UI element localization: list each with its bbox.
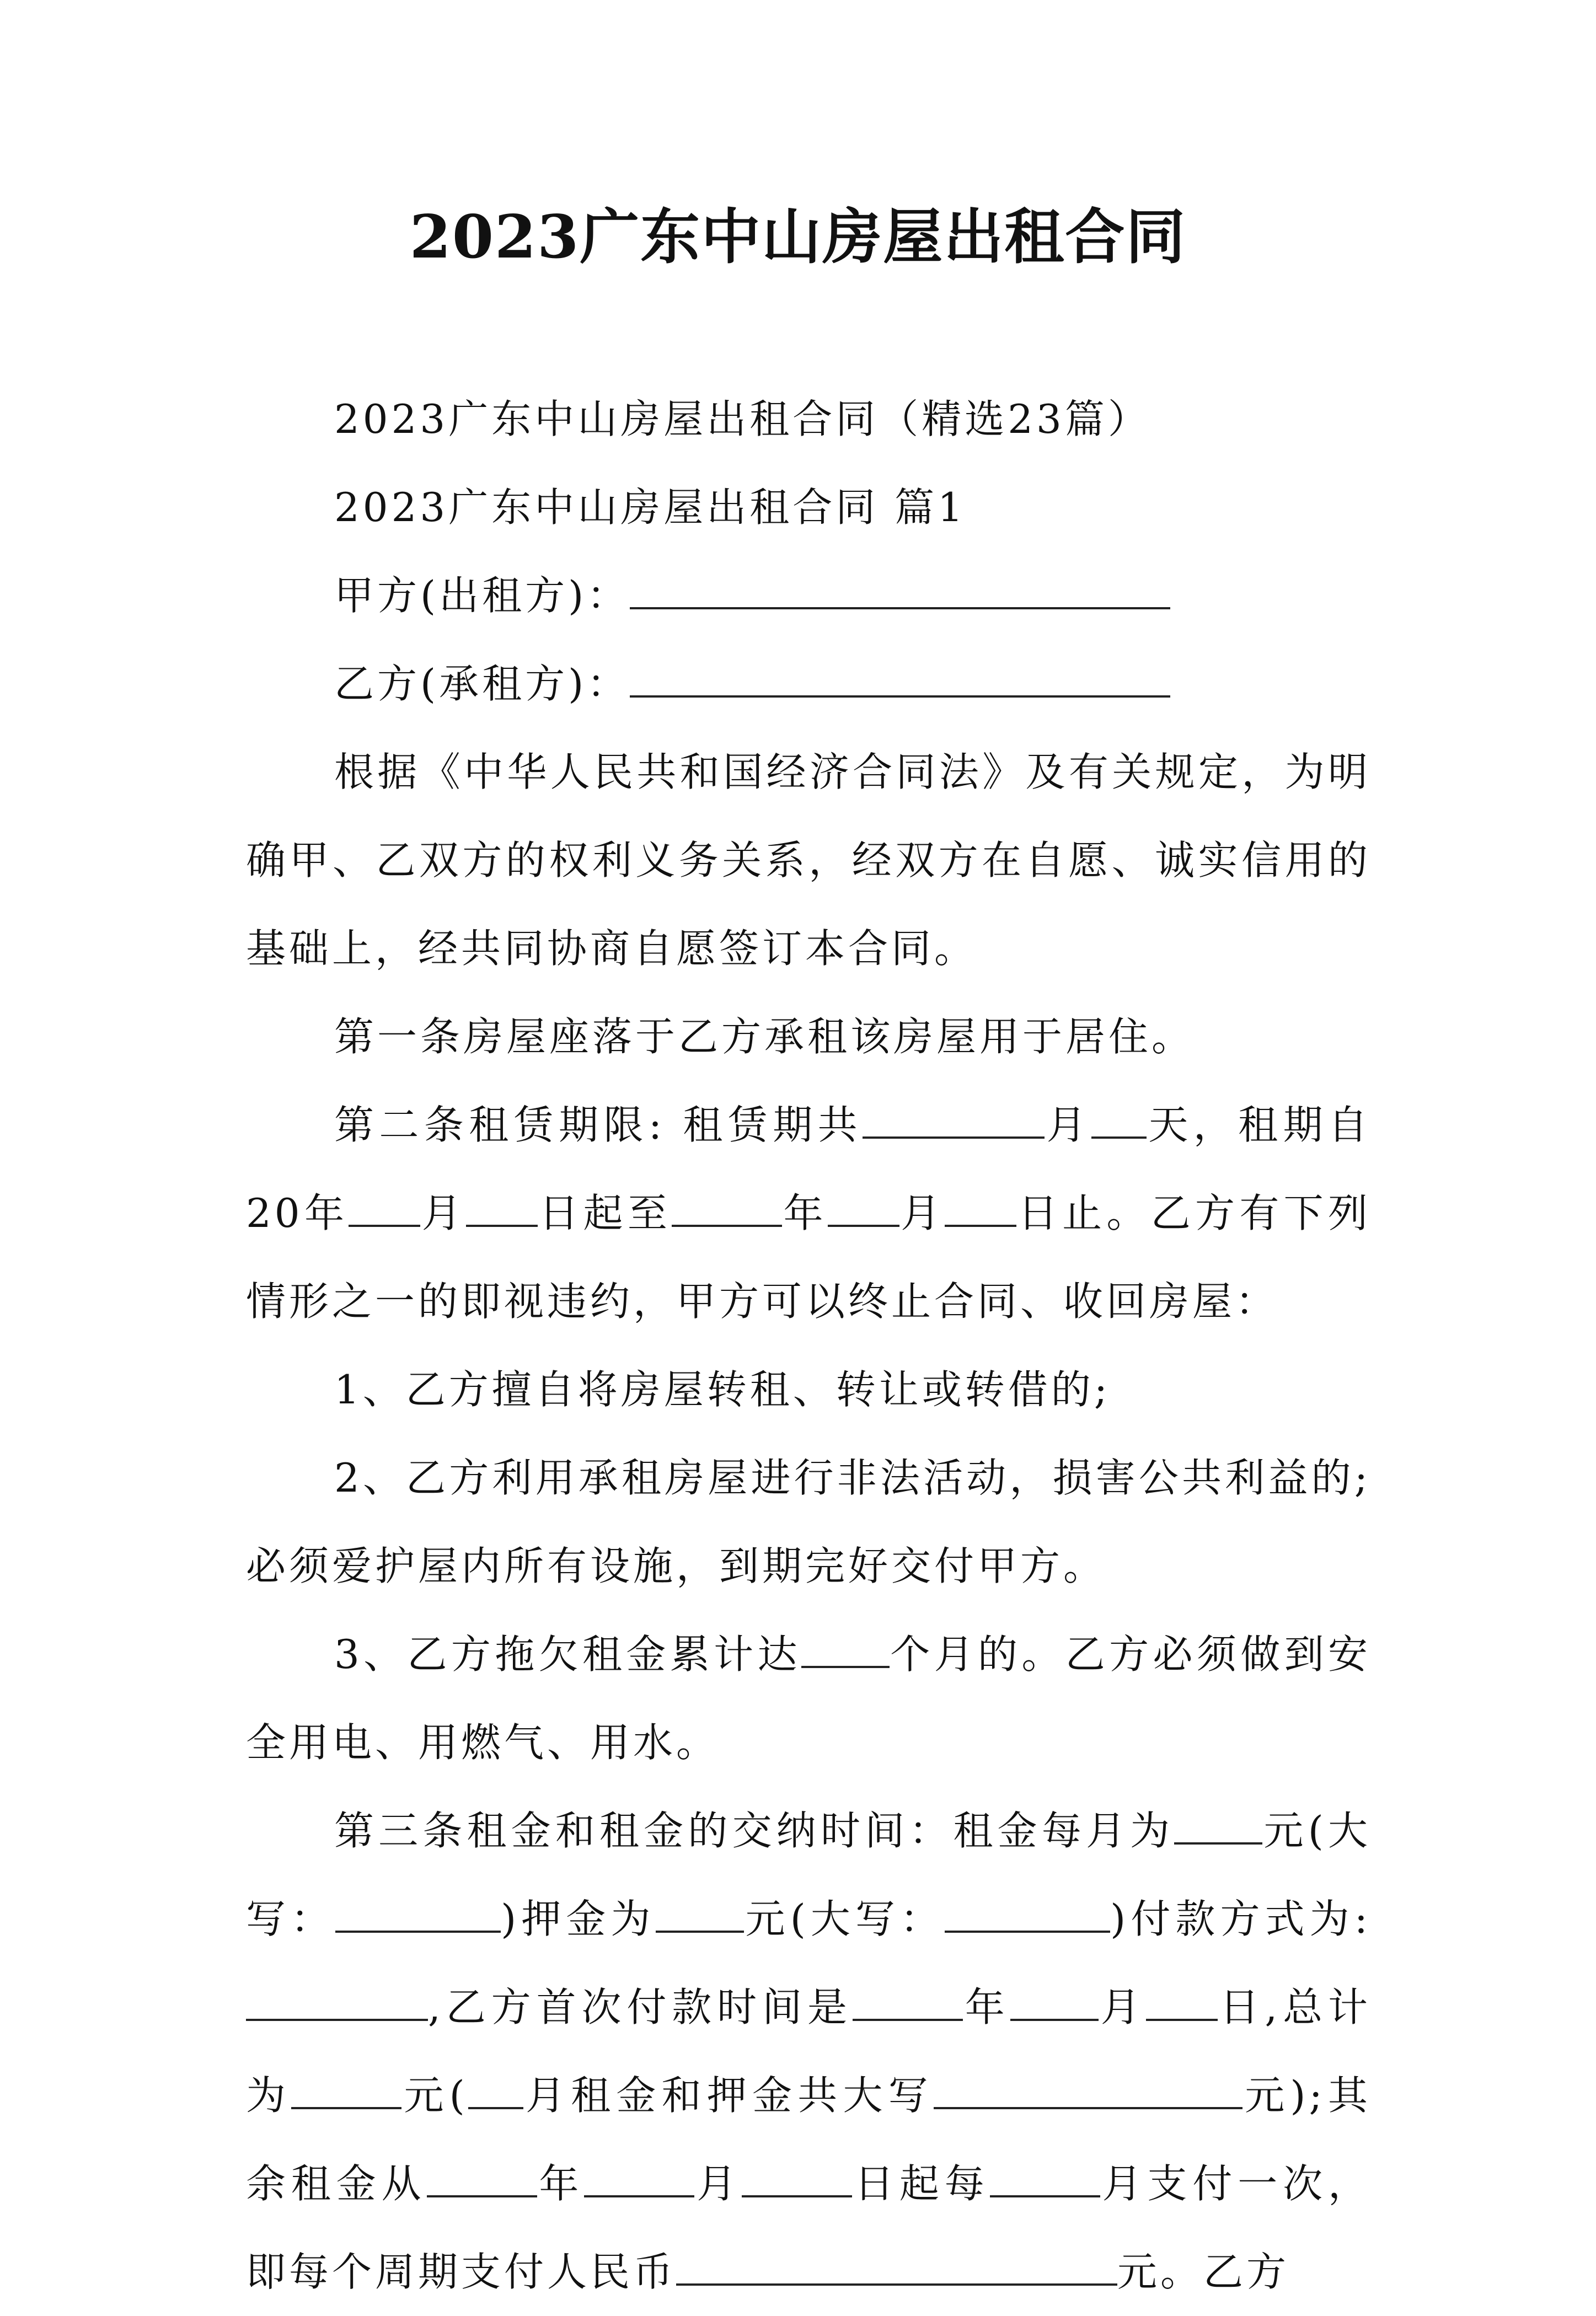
end-month-blank [828,1187,899,1227]
article-3-text: 月 [694,2160,742,2207]
rest-day-blank [742,2158,852,2197]
article-3-text: 年 [537,2160,585,2207]
article-2-text: 日止。乙方有下列情形之一的即视违约，甲方可以终止合同、收回房屋： [246,1190,1371,1325]
article-2-text: 日起至 [537,1190,672,1236]
start-month-blank [349,1187,420,1227]
article-1: 第一条房屋座落于乙方承租该房屋用于居住。 [334,1014,1195,1060]
article-2-text: 年 [782,1190,828,1236]
months-count-blank [468,2070,523,2109]
rest-month-blank [584,2158,694,2197]
period-amount-blank [676,2246,1117,2286]
deposit-blank [656,1893,744,1933]
article-3-text: 元( [401,2072,468,2119]
party-b-label: 乙方(承租方)： [334,661,630,707]
item-3-text: 个月的。乙方必须做到安全用电、用燃气、用水。 [246,1631,1371,1766]
arrears-months-blank [801,1628,890,1668]
item-3-text: 3、乙方拖欠租金累计达 [334,1631,801,1677]
article-3 [246,1787,1371,2316]
article-3-text: )押金为 [501,1896,656,1942]
article-2-text: 月 [420,1190,466,1236]
article-3-text: 月支付一次，即每个周期支付人民币 [246,2160,1371,2295]
party-a-label: 甲方(出租方)： [334,572,630,619]
article-3-text: 元。乙方 [1117,2249,1290,2295]
total-amount-blank [291,2070,401,2109]
article-3-text: 日,总计为 [246,1984,1371,2119]
party-a-line [246,551,1371,640]
article-2-text: 第二条租赁期限: 租赁期共 [334,1102,863,1148]
party-a-blank [630,570,1170,609]
document-body [246,375,1371,2316]
first-pay-day-blank [1146,1981,1218,2021]
start-day-blank [466,1187,538,1227]
end-day-blank [945,1187,1016,1227]
article-3-text: 月 [1098,1984,1146,2030]
article-3-text: )付款方式为: [1110,1896,1371,1942]
deposit-uppercase-blank [945,1893,1110,1933]
article-3-text: 第三条租金和租金的交纳时间：租金每月为 [334,1808,1175,1854]
violation-item-2: 2、乙方利用承租房屋进行非法活动，损害公共利益的;必须爱护屋内所有设施，到期完好交付甲方。 [246,1455,1371,1589]
document-title: 2023广东中山房屋出租合同 [409,202,1187,272]
rent-uppercase-blank [335,1893,501,1933]
article-2 [246,1081,1371,1345]
article-3-text: ,乙方首次付款时间是 [428,1984,853,2030]
intro-paragraph: 根据《中华人民共和国经济合同法》及有关规定，为明确甲、乙双方的权利义务关系，经双方在自愿、诚实信用的基础上，经共同协商自愿签订本合同。 [246,749,1371,972]
end-year-blank [672,1187,782,1227]
first-pay-month-blank [1010,1981,1099,2021]
article-3-text: 日起每 [852,2160,990,2207]
article-2-text: 天，租期自20 [246,1102,1371,1236]
violation-item-3 [246,1610,1371,1787]
party-b-blank [630,658,1170,698]
article-3-text: 元);其余租金从 [246,2072,1371,2207]
party-b-line [246,640,1371,728]
document-subtitle: 2023广东中山房屋出租合同（精选23篇） [334,396,1151,442]
article-3-text: 元(大写： [743,1896,945,1942]
payment-method-blank [246,1981,428,2021]
article-2-text: 年 [303,1190,349,1236]
article-2-text: 月 [1045,1102,1091,1148]
article-3-text: 元(大写： [246,1808,1371,1942]
total-uppercase-blank [934,2070,1242,2109]
lease-months-blank [863,1099,1045,1139]
section-heading: 2023广东中山房屋出租合同 篇1 [334,484,966,530]
article-2-text: 月 [899,1190,945,1236]
lease-days-blank [1091,1099,1147,1139]
first-pay-year-blank [853,1981,963,2021]
violation-item-1: 1、乙方擅自将房屋转租、转让或转借的; [334,1366,1111,1413]
period-months-blank [990,2158,1100,2197]
monthly-rent-blank [1174,1805,1262,1845]
article-3-text: 年 [962,1984,1010,2030]
article-3-text: 月租金和押金共大写 [523,2072,934,2119]
rest-year-blank [427,2158,537,2197]
